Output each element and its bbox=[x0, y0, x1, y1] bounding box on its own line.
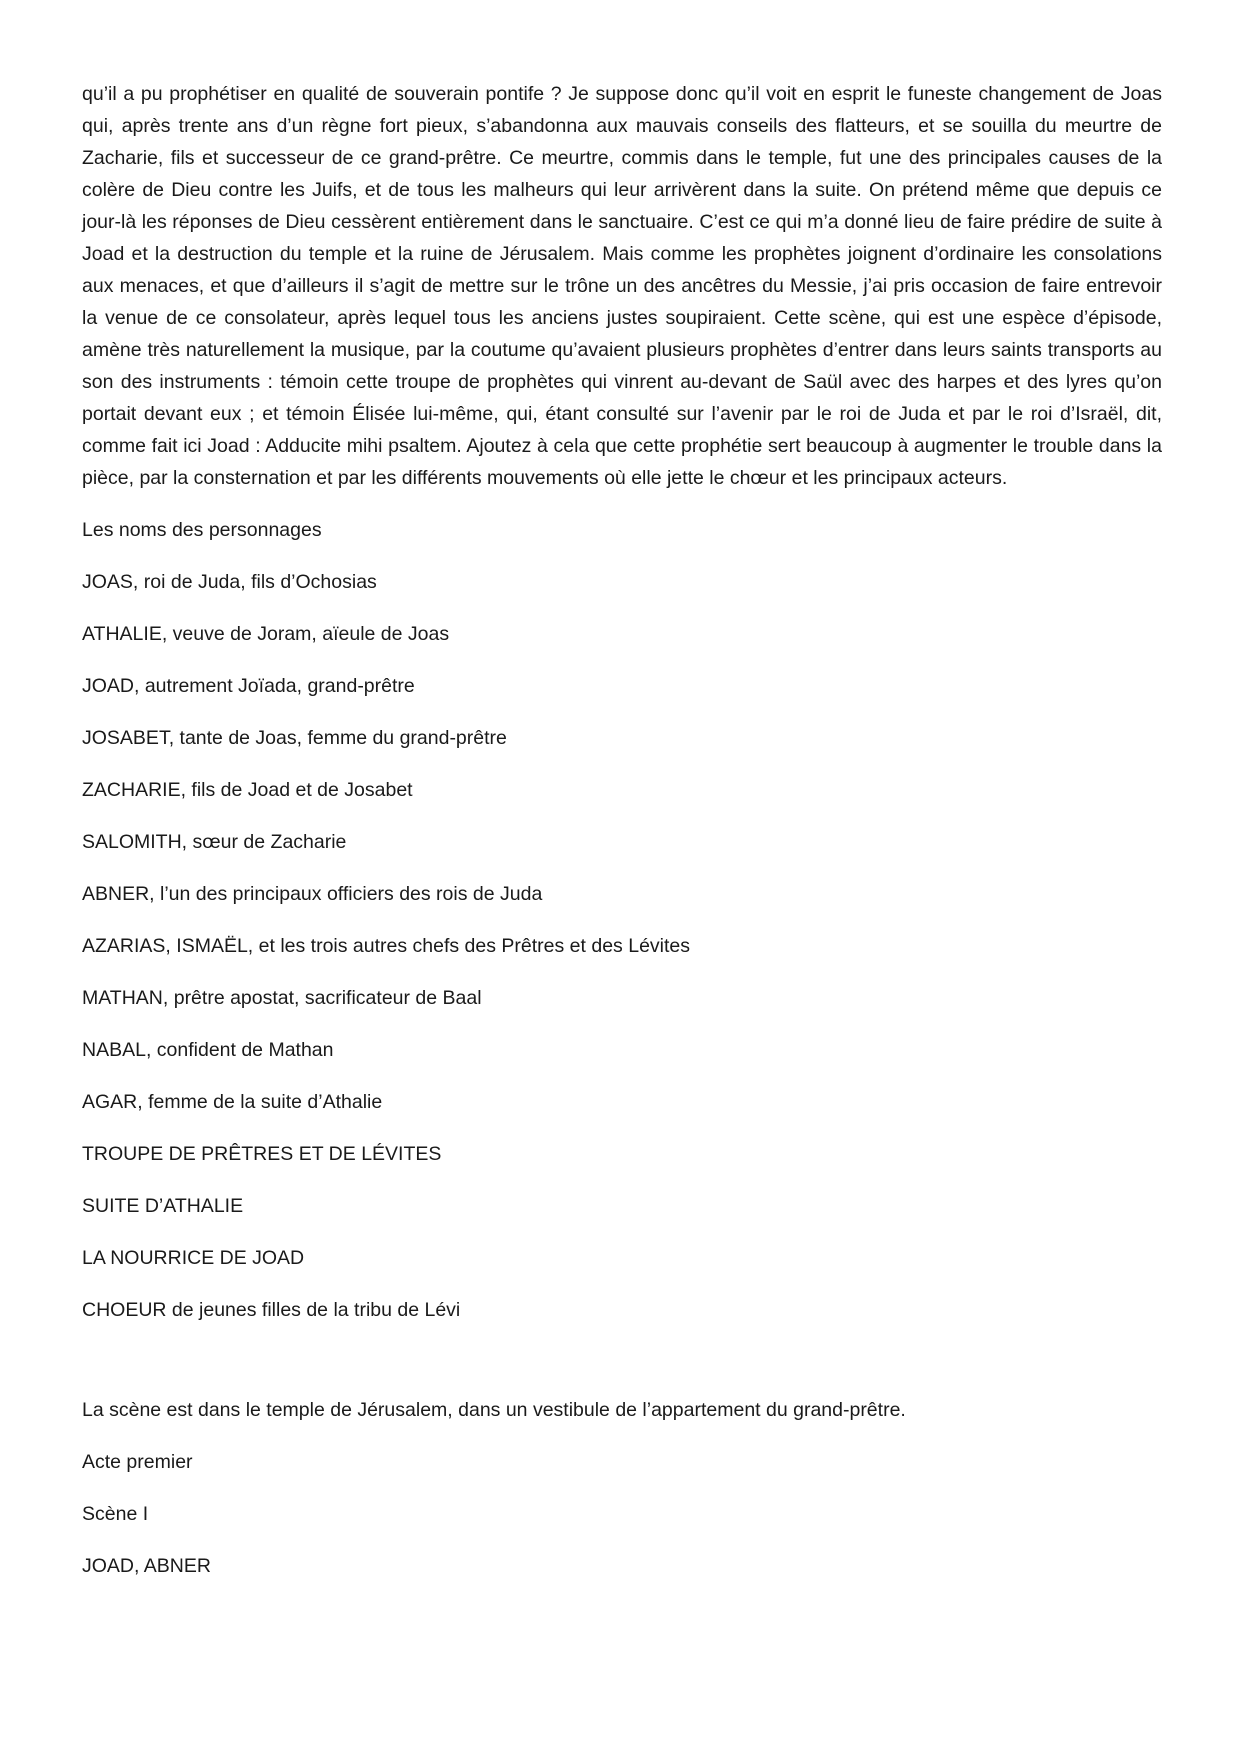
character-entry: LA NOURRICE DE JOAD bbox=[82, 1247, 305, 1269]
character-entry: AGAR, femme de la suite d’Athalie bbox=[82, 1091, 383, 1113]
act-heading: Acte premier bbox=[82, 1451, 193, 1473]
character-entry: MATHAN, prêtre apostat, sacrificateur de Baal bbox=[82, 987, 482, 1009]
character-entry: JOAS, roi de Juda, fils d’Ochosias bbox=[82, 571, 377, 593]
character-entry: TROUPE DE PRÊTRES ET DE LÉVITES bbox=[82, 1143, 442, 1165]
scene-characters: JOAD, ABNER bbox=[82, 1555, 211, 1577]
character-entry: AZARIAS, ISMAËL, et les trois autres chefs des Prêtres et des Lévites bbox=[82, 935, 691, 957]
character-entry: JOAD, autrement Joïada, grand-prêtre bbox=[82, 675, 415, 697]
character-entry: ZACHARIE, fils de Joad et de Josabet bbox=[82, 779, 413, 801]
character-entry: SALOMITH, sœur de Zacharie bbox=[82, 831, 347, 853]
document-page bbox=[82, 78, 1162, 1582]
character-list bbox=[82, 566, 1162, 1326]
character-entry: NABAL, confident de Mathan bbox=[82, 1039, 334, 1061]
scene-setting: La scène est dans le temple de Jérusalem, dans un vestibule de l’appartement du grand-prêtre. bbox=[82, 1399, 906, 1421]
character-entry: SUITE D’ATHALIE bbox=[82, 1195, 244, 1217]
character-entry: ABNER, l’un des principaux officiers des rois de Juda bbox=[82, 883, 543, 905]
character-entry: ATHALIE, veuve de Joram, aïeule de Joas bbox=[82, 623, 450, 645]
character-entry: CHOEUR de jeunes filles de la tribu de Lévi bbox=[82, 1299, 461, 1321]
scene-heading: Scène I bbox=[82, 1503, 149, 1525]
intro-paragraph: qu’il a pu prophétiser en qualité de souverain pontife ? Je suppose donc qu’il voit en esprit le funeste changement de Joas qui, après trente ans d’un règne fort pieux, s’abandonna aux mauvais conseils des flatteurs, et se souilla du meurtre de Zacharie, fils et successeur de ce grand-prêtre. Ce meurtre, commis dans le temple, fut une des principales causes de la colère de Dieu contre les Juifs, et de tous les malheurs qui leur arrivèrent dans la suite. On prétend même que depuis ce jour-là les réponses de Dieu cessèrent entièrement dans le sanctuaire. C’est ce qui m’a donné lieu de faire prédire de suite à Joad et la destruction du temple et la ruine de Jérusalem. Mais comme les prophètes joignent d’ordinaire les consolations aux menaces, et que d’ailleurs il s’agit de mettre sur le trône un des ancêtres du Messie, j’ai pris occasion de faire entrevoir la venue de ce consolateur, après lequel tous les anciens justes soupiraient. Cette scène, qui est une espèce d’épisode, amène très naturellement la musique, par la coutume qu’avaient plusieurs prophètes d’entrer dans leurs saints transports au son des instruments : témoin cette troupe de prophètes qui vinrent au-devant de Saül avec des harpes et des lyres qu’on portait devant eux ; et témoin Élisée lui-même, qui, étant consulté sur l’avenir par le roi de Juda et par le roi d’Israël, dit, comme fait ici Joad : Adducite mihi psaltem. Ajoutez à cela que cette prophétie sert beaucoup à augmenter le trouble dans la pièce, par la consternation et par les différents mouvements où elle jette le chœur et les principaux acteurs. bbox=[82, 83, 1162, 489]
cast-heading: Les noms des personnages bbox=[82, 519, 322, 541]
character-entry: JOSABET, tante de Joas, femme du grand-prêtre bbox=[82, 727, 507, 749]
